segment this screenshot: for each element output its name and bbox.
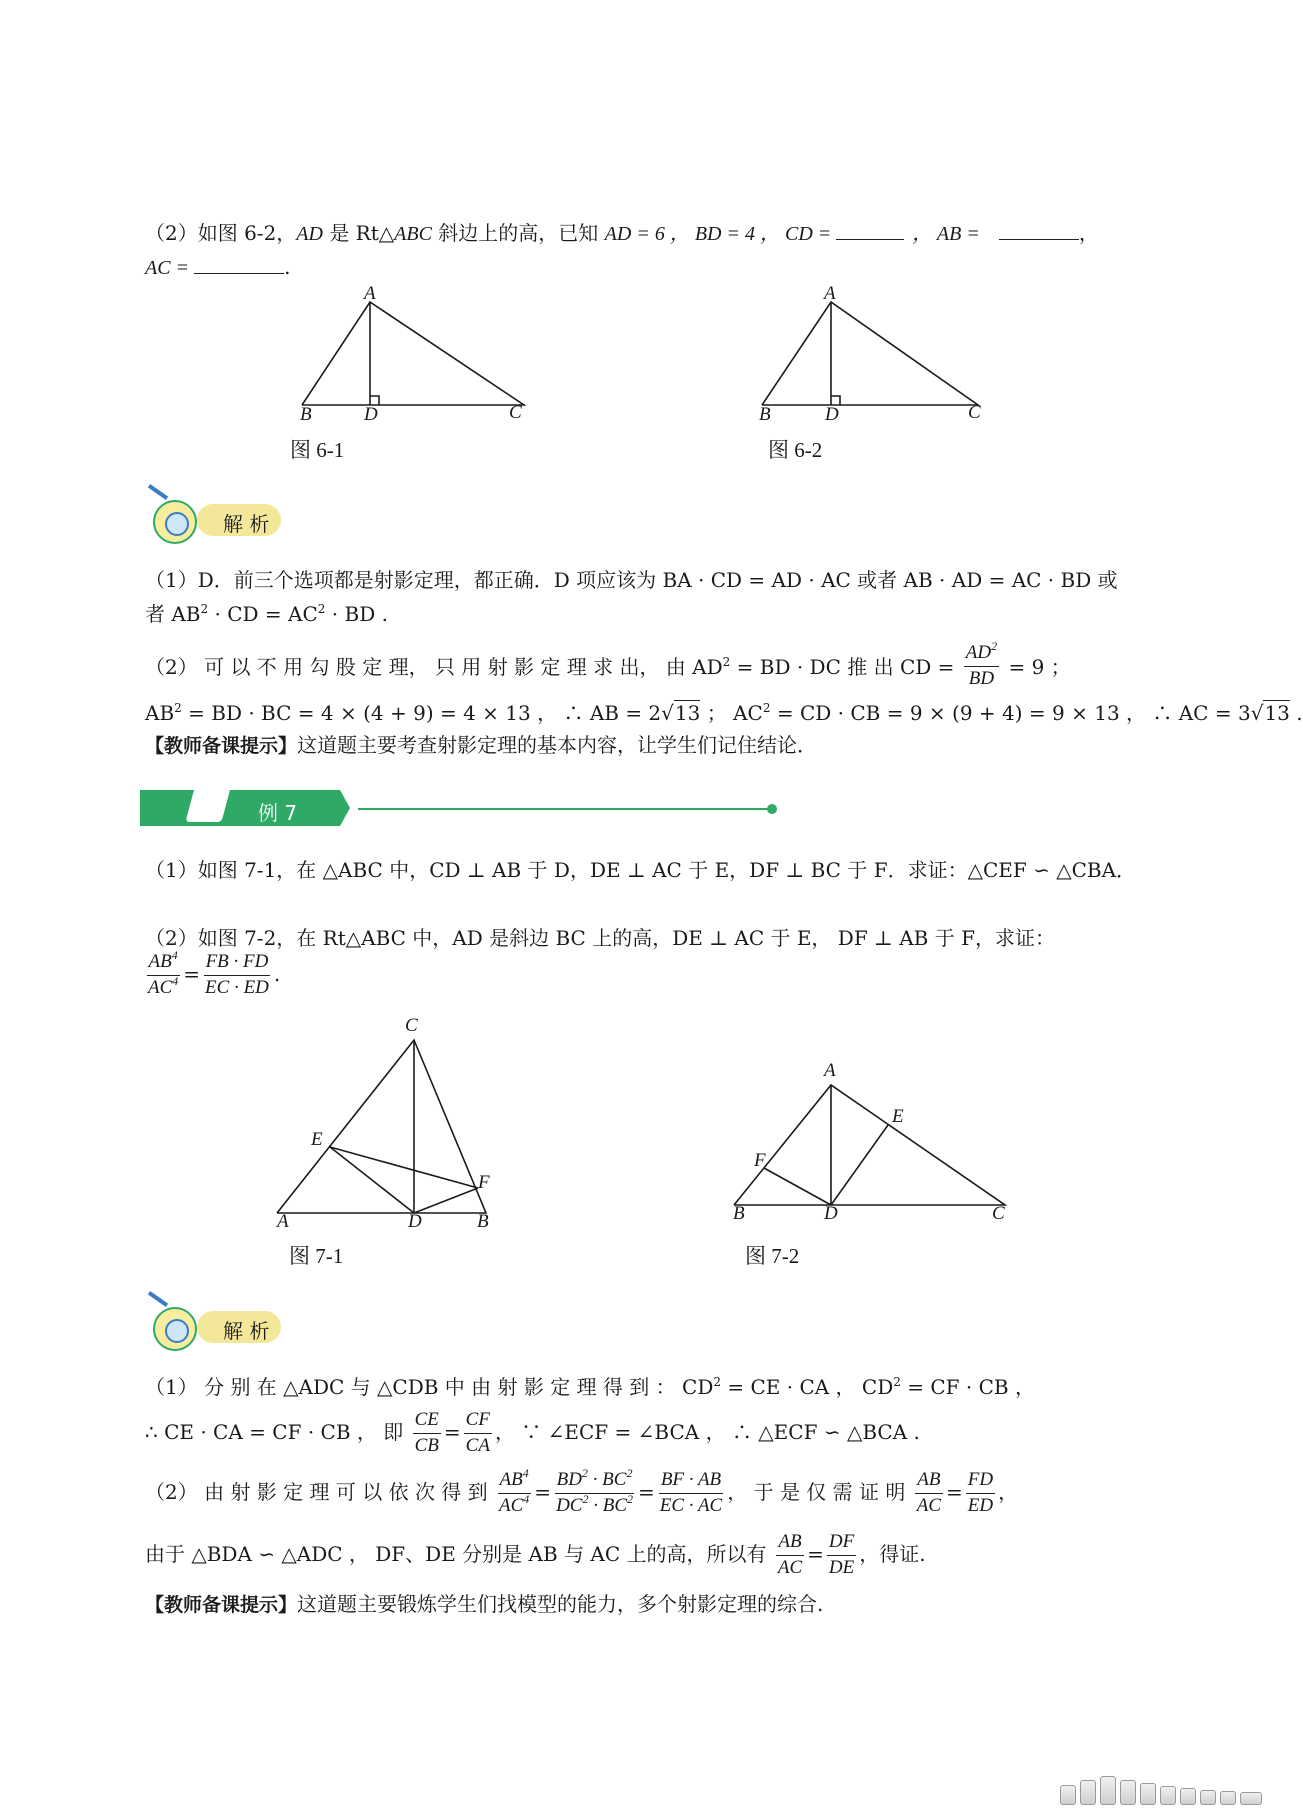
- analysis-label-2: 解 析: [223, 1319, 270, 1343]
- fig72-point-a: A: [824, 1060, 836, 1081]
- fig61-point-a: A: [364, 283, 376, 304]
- q2-mid2: 斜边上的高，已知: [431, 221, 605, 245]
- fig71-point-f: F: [478, 1172, 490, 1193]
- fig71-point-d: D: [408, 1211, 422, 1232]
- fig61-caption: 图 6-1: [290, 438, 345, 462]
- fig62-caption: 图 6-2: [768, 438, 823, 462]
- fig72-point-d: D: [824, 1203, 838, 1224]
- ex7-question-2: （2）如图 7-2，在 Rt△ABC 中，AD 是斜边 BC 上的高，DE ⊥ AC 于 E， DF ⊥ AB 于 F，求证：: [145, 926, 1055, 950]
- fig71-point-e: E: [311, 1129, 323, 1150]
- fig72-point-c: C: [992, 1203, 1005, 1224]
- banner-green-band: [140, 790, 350, 826]
- teacher-tip-2: 【教师备课提示】这道题主要锻炼学生们找模型的能力，多个射影定理的综合.: [145, 1592, 824, 1616]
- fig72-caption: 图 7-2: [745, 1244, 800, 1268]
- q2-end: .: [284, 255, 291, 279]
- fig62-point-b: B: [759, 404, 771, 425]
- ex7-question-2-formula: $\frac{AB^4}{AC^4}$ = $\frac{FB \cdot FD}{EC \cdot ED}$ .: [148, 948, 281, 998]
- fig71-caption: 图 7-1: [289, 1244, 344, 1268]
- analysis-badge-1: [145, 488, 290, 544]
- banner-line: [358, 808, 770, 810]
- question-6-2: （2）如图 6-2，AD 是 Rt△ABC 斜边上的高，已知 AD = 6 ， BD = 4 ， CD = ， AB = ，: [145, 221, 1099, 245]
- fig61-point-b: B: [300, 404, 312, 425]
- sol7-line1: （1） 分 别 在 △ADC 与 △CDB 中 由 射 影 定 理 得 到 ： $CD^2$ = CE · CA ， $CD^2$ = CF · CB ，: [145, 1375, 1035, 1399]
- q2-ad: AD: [296, 223, 323, 245]
- fig62-point-a: A: [824, 283, 836, 304]
- q2-abc: ABC: [394, 223, 432, 245]
- fig62-point-d: D: [825, 404, 839, 425]
- fig71-point-a: A: [277, 1211, 289, 1232]
- fig72-triangle: [734, 1085, 1005, 1205]
- fig72-df: [764, 1168, 831, 1205]
- sol7-line4: 由于 △BDA ∽ △ADC ， DF、DE 分别是 AB 与 AC 上的高，所以有 $\frac{AB}{AC}$ = $\frac{DF}{DE}$ ，得证.: [145, 1531, 926, 1578]
- analysis-label-1: 解 析: [223, 512, 270, 536]
- fig71-ef: [330, 1147, 478, 1188]
- fig71-de: [330, 1147, 414, 1213]
- fig61-triangle: [302, 302, 524, 405]
- fig71-df: [414, 1188, 478, 1213]
- q2-ab: ， AB =: [912, 223, 985, 245]
- fig61-point-d: D: [364, 404, 378, 425]
- example-7-banner: [140, 788, 640, 828]
- magnifier-icon: [153, 1307, 197, 1351]
- magnifier-icon: [153, 500, 197, 544]
- q2-cd: CD =: [779, 223, 837, 245]
- ex7-question-1: （1）如图 7-1，在 △ABC 中，CD ⊥ AB 于 D，DE ⊥ AC 于 E，DF ⊥ BC 于 F．求证：△CEF ∽ △CBA．: [145, 858, 1137, 882]
- fig72-point-e: E: [892, 1106, 904, 1127]
- banner-dot: [767, 804, 777, 814]
- q2-given: AD = 6 ， BD = 4 ，: [604, 223, 780, 245]
- fig71-point-b: B: [477, 1211, 489, 1232]
- analysis-badge-2: [145, 1295, 290, 1351]
- fig62-point-c: C: [968, 402, 981, 423]
- fig72-point-f: F: [754, 1150, 766, 1171]
- fig72-de: [831, 1125, 888, 1205]
- sol6-2-line2: $AB^2$ = BD · BC = 4 × (4 + 9) = 4 × 13 ， ∴ AB = 2√13 ； $AC^2$ = CD · CB = 9 × (9 + 4) = 9 × 13 ， ∴ AC = 3√13 .: [145, 701, 1303, 725]
- sol7-line3: （2） 由 射 影 定 理 可 以 依 次 得 到 $\frac{AB^4}{AC^4}$ = $\frac{BD^2 \cdot BC^2}{DC^2 \cdot BC^2}$ = $\frac{BF \cdot AB}{EC \cdot AC}$ ， 于 是 仅 需 证 明 $\frac{AB}{AC}$ = $\frac{FD}{ED}$ ，: [145, 1466, 1019, 1516]
- teacher-tip-1: 【教师备课提示】这道题主要考查射影定理的基本内容，让学生们记住结论．: [145, 733, 818, 757]
- sol7-line2: ∴ CE · CA = CF · CB ， 即 $\frac{CE}{CB}$ = $\frac{CF}{CA}$ ， ∵ ∠ECF = ∠BCA ， ∴ △ECF ∽ △BCA .: [145, 1409, 920, 1456]
- sol6-2-line1: （2） 可 以 不 用 勾 股 定 理， 只 用 射 影 定 理 求 出， 由 $AD^2$ = BD · DC 推 出 CD = $\frac{AD^2}{BD}$ = 9 ；: [145, 639, 1071, 689]
- fig62-triangle: [762, 302, 978, 405]
- example-7-label: 例 7: [258, 801, 298, 825]
- fig61-point-c: C: [509, 402, 522, 423]
- q2-prefix: （2）如图 6-2，: [145, 221, 297, 245]
- sol6-1-line2: 者 $AB^2$ · CD = $AC^2$ · BD .: [145, 602, 388, 626]
- sol6-1-line1: （1）D．前三个选项都是射影定理，都正确．D 项应该为 BA · CD = AD · AC 或者 AB · AD = AC · BD 或: [145, 568, 1118, 592]
- fig72-point-b: B: [733, 1203, 745, 1224]
- q2-mid1: 是 Rt△: [322, 221, 395, 245]
- fig71-point-c: C: [405, 1015, 418, 1036]
- q2-ac: AC =: [145, 257, 195, 279]
